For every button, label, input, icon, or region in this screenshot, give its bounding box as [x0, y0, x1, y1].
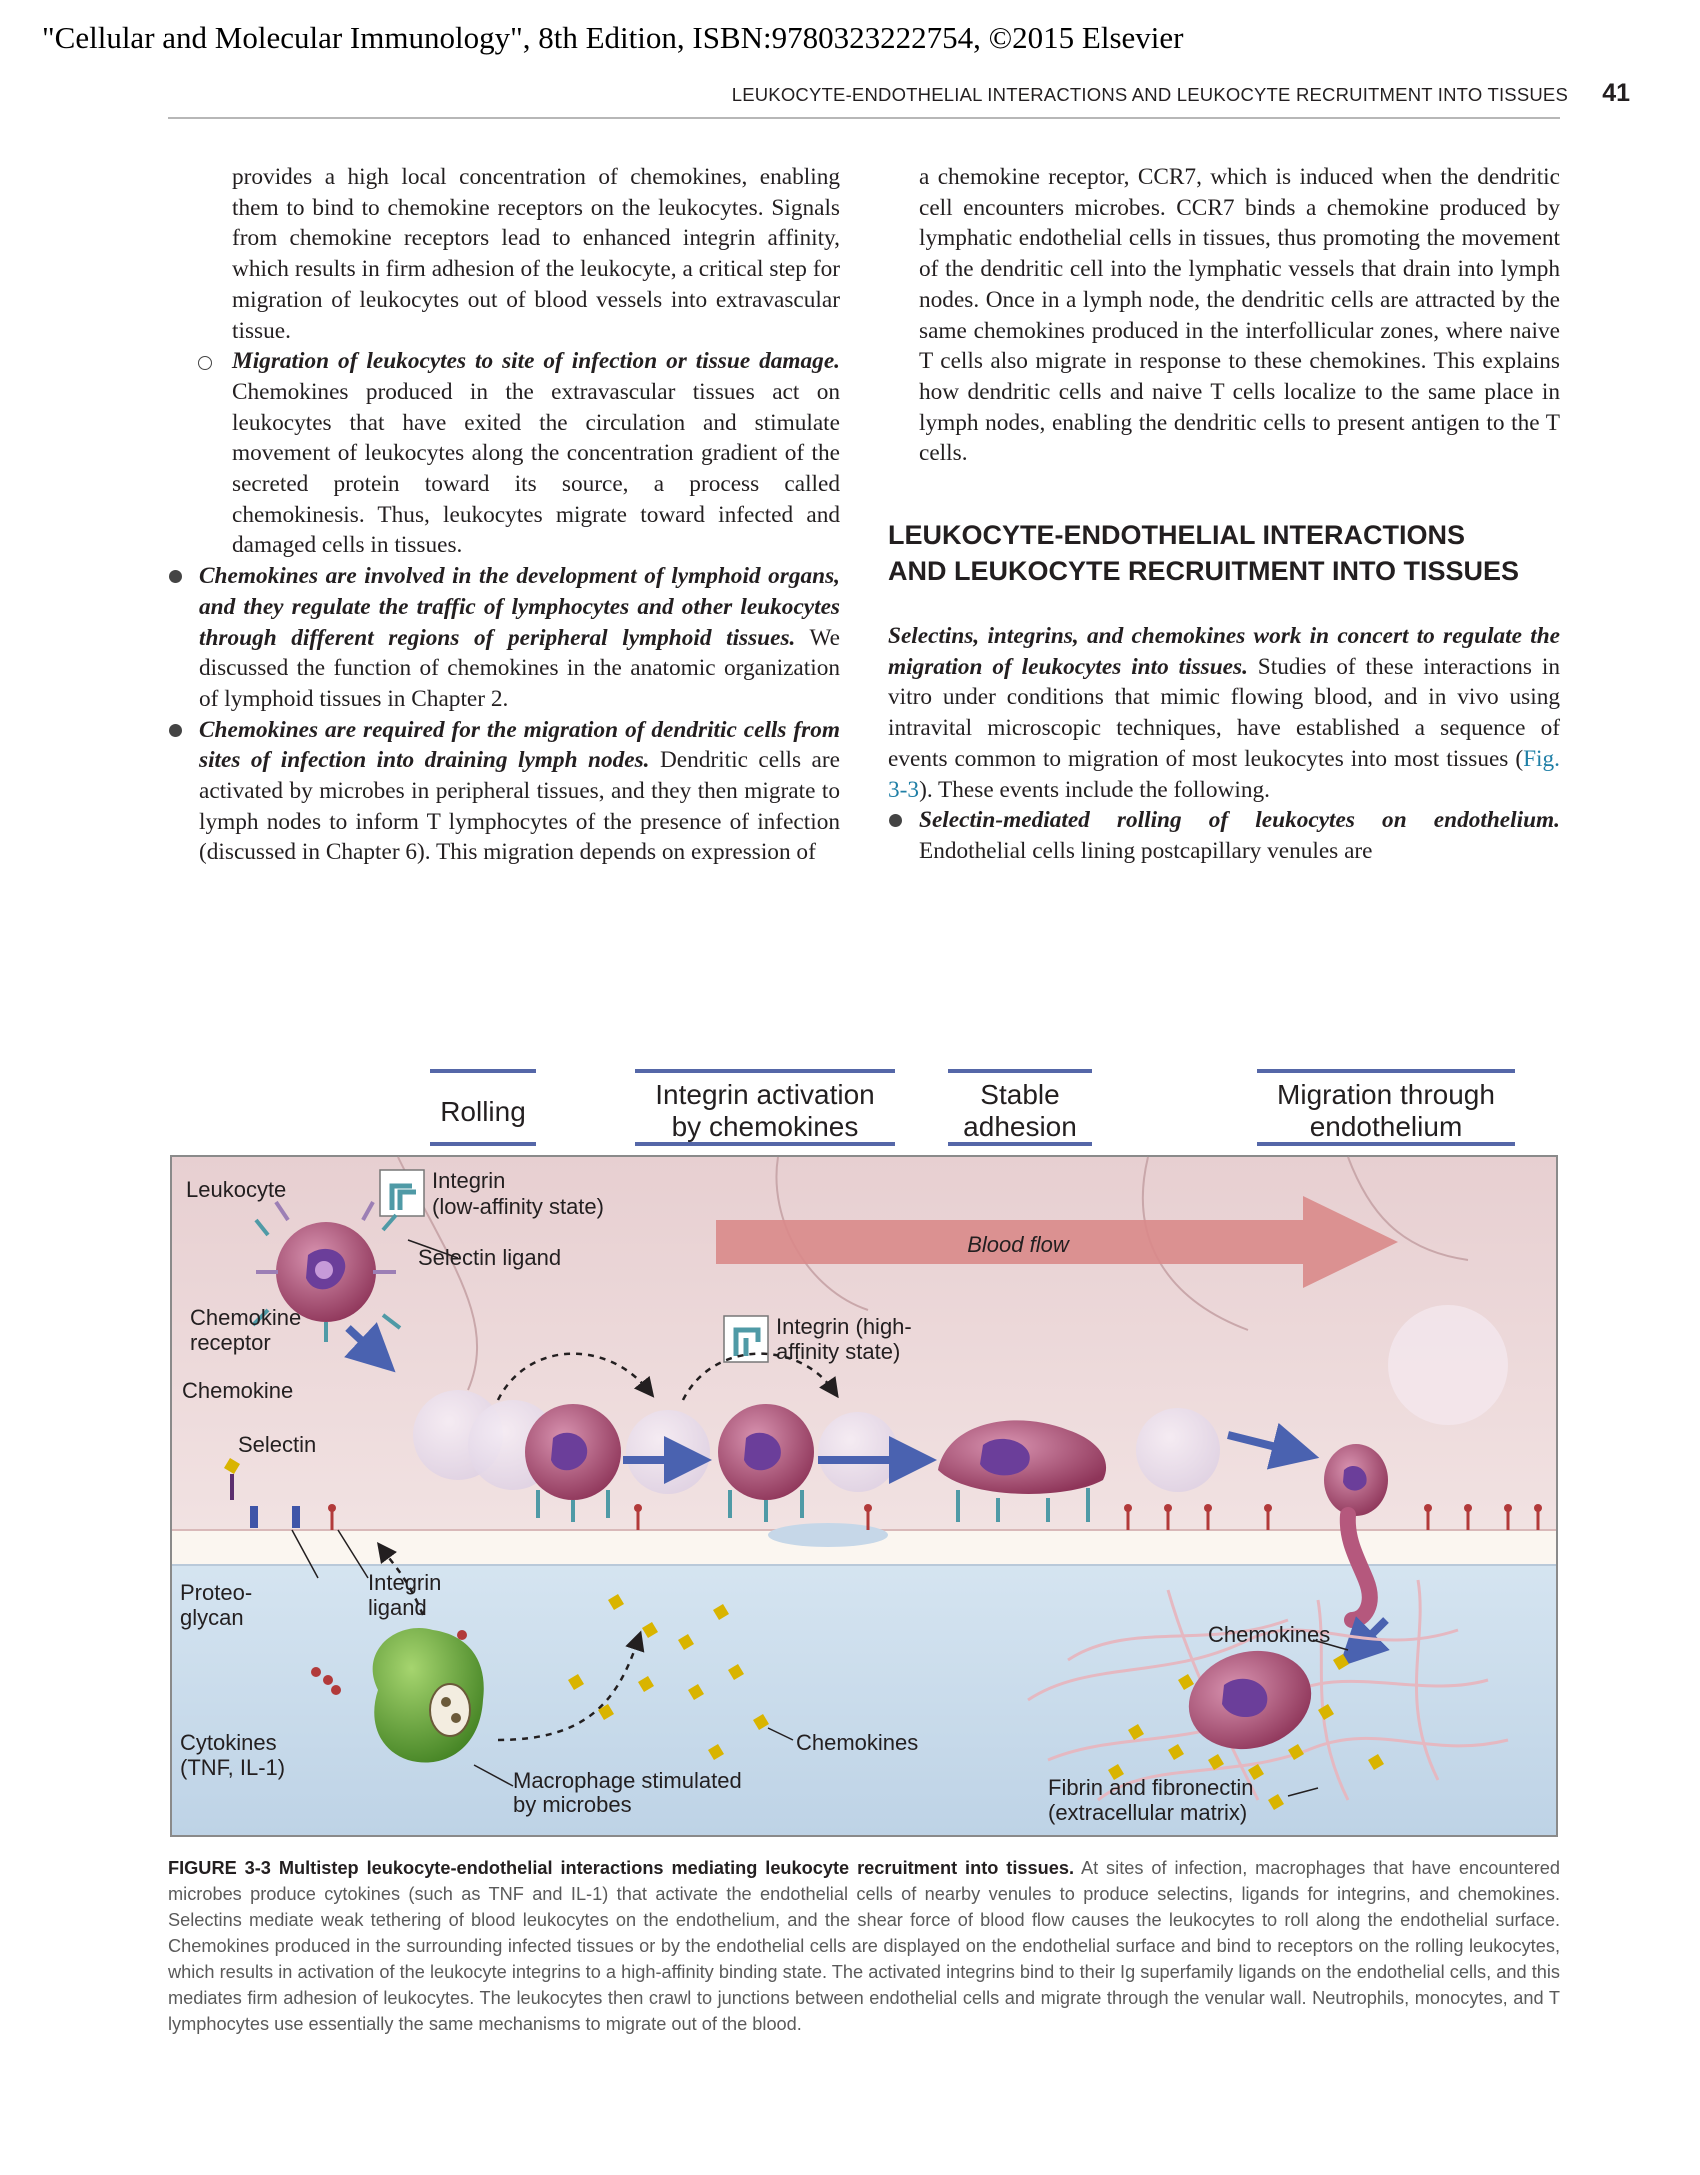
bullet-text: Dendritic cells are activated by microbes in peripheral tissues, and they then migrate to lymph nodes to inform T lymphocytes of the presence of infection (discussed in Chapter 6). This migration depends on expression of	[199, 747, 840, 866]
figure-3-3	[168, 1060, 1560, 1840]
section-heading-line: LEUKOCYTE-ENDOTHELIAL INTERACTIONS	[888, 520, 1466, 551]
label-integrin-ligand: Integrin	[368, 1570, 442, 1595]
label-integrin-low: (low-affinity state)	[432, 1194, 604, 1219]
faint-cell	[1388, 1305, 1508, 1425]
endothelial-nucleus	[768, 1523, 888, 1547]
label-selectin-ligand: Selectin ligand	[418, 1245, 562, 1270]
cytokine-mark	[323, 1675, 333, 1685]
stage-integrin-text: by chemokines	[671, 1111, 859, 1142]
sub-bullet-text: Chemokines produced in the extravascular tissues act on leukocytes that have exited the circulation and stimulate movement of leukocytes along the concentration gradient of the secreted protein toward its source, a process called chemokinesis. Thus, leukocytes migrate toward infected and damaged cells in tissues.	[232, 378, 840, 559]
figure-reference-link[interactable]: Fig. 3-3	[888, 745, 1560, 803]
right-column	[888, 162, 1560, 867]
bullet-dot-icon	[889, 814, 902, 827]
label-fibrin: (extracellular matrix)	[1048, 1800, 1248, 1825]
stage-label-stable-adhesion	[948, 1071, 1092, 1144]
section-heading-line: AND LEUKOCYTE RECRUITMENT INTO TISSUES	[888, 556, 1520, 587]
leukocyte-rolling	[525, 1404, 621, 1522]
sub-bullet-lead: Migration of leukocytes to site of infection or tissue damage.	[232, 348, 840, 375]
label-integrin-low: Integrin	[432, 1168, 506, 1193]
label-chemokines-matrix: Chemokines	[1208, 1622, 1331, 1647]
stage-migration-text: Migration through	[1277, 1079, 1495, 1110]
label-cytokines: (TNF, IL-1)	[180, 1755, 286, 1780]
leukocyte-ghost	[1136, 1408, 1220, 1492]
bullet-text: We discussed the function of chemokines in the anatomic organization of lymphoid tissues in Chapter 2.	[199, 624, 840, 712]
figure-illustration	[168, 1060, 1560, 1840]
label-proteoglycan: Proteo-	[180, 1580, 253, 1605]
intro-text: Studies of these interactions in vitro under conditions that mimic flowing blood, and in vivo using intravital microscopic techniques, have established a sequence of events common to migration of most leukocytes into most tissues (	[888, 653, 1560, 772]
stage-adhesion-text: Stable	[980, 1079, 1060, 1110]
macrophage	[373, 1628, 484, 1762]
blood-flow-label: Blood flow	[967, 1232, 1069, 1257]
caption-text: At sites of infection, macrophages that have encountered microbes produce cytokines (such as TNF and IL-1) that activate the endothelial cells of nearby venules to produce selectins, ligands for integrins, and chemokines. Selectins mediate weak tethering of blood leukocytes on the endothelium, and the shear force of blood flow causes the leukocytes to roll along the endothelial surface. Chemokines produced in the surrounding infected tissues or by the endothelial cells are displayed on the endothelial surface and bind to receptors on the rolling leukocytes, which results in activation of the leukocyte integrins to a high-affinity binding state. The activated integrins bind to their Ig superfamily ligands on the endothelial cells, and this mediates firm adhesion of leukocytes. The leukocytes then crawl to junctions between endothelial cells and migrate through the venular wall. Neutrophils, monocytes, and T lymphocytes use essentially the same mechanisms to migrate out of the blood.	[168, 1858, 1561, 2034]
source-citation: "Cellular and Molecular Immunology", 8th Edition, ISBN:9780323222754, ©2015 Elsevier	[42, 20, 1184, 55]
caption-label: FIGURE 3-3	[168, 1858, 271, 1878]
sub-bullet-item	[168, 346, 840, 561]
bullet-text: Endothelial cells lining postcapillary venules are	[919, 837, 1373, 864]
bullet-lead: Selectin-mediated rolling of leukocytes on endothelium.	[919, 807, 1560, 834]
label-integrin-high: affinity state)	[776, 1339, 901, 1364]
bullet-lead: Chemokines are required for the migration of dendritic cells from sites of infection into draining lymph nodes.	[199, 716, 840, 774]
label-macrophage: by microbes	[513, 1792, 632, 1817]
stage-label-integrin-activation	[635, 1071, 895, 1144]
paragraph-continued: provides a high local concentration of chemokines, enabling them to bind to chemokine receptors on the leukocytes. Signals from chemokine receptors lead to enhanced integrin affinity, which results in firm adhesion of the leukocyte, a critical step for migration of leukocytes out of blood vessels into extravascular tissue.	[232, 164, 840, 344]
bullet-dot-icon	[169, 724, 182, 737]
label-fibrin: Fibrin and fibronectin	[1048, 1775, 1254, 1800]
label-macrophage: Macrophage stimulated	[513, 1768, 742, 1793]
label-proteoglycan: glycan	[180, 1605, 244, 1630]
stage-migration-text: endothelium	[1309, 1111, 1463, 1142]
header-rule	[168, 117, 1560, 119]
caption-title: Multistep leukocyte-endothelial interactions mediating leukocyte recruitment into tissues.	[278, 1858, 1075, 1878]
intro-paragraph	[888, 621, 1560, 805]
label-cytokines: Cytokines	[180, 1730, 277, 1755]
label-selectin: Selectin	[238, 1432, 317, 1457]
bullet-dot-icon	[169, 570, 182, 583]
bullet-lead: Chemokines are involved in the development of lymphoid organs, and they regulate the traffic of lymphocytes and other leukocytes through different regions of peripheral lymphoid tissues.	[199, 563, 840, 651]
label-integrin-high: Integrin (high-	[776, 1314, 912, 1339]
label-chemokine-receptor: receptor	[190, 1330, 271, 1355]
page-number: 41	[1602, 79, 1630, 107]
leukocyte-ghost	[626, 1410, 710, 1494]
label-leukocyte: Leukocyte	[186, 1177, 287, 1202]
paragraph-continued: a chemokine receptor, CCR7, which is induced when the dendritic cell encounters microbes. CCR7 binds a chemokine produced by lymphatic endothelial cells in tissues, thus promoting the movement of the dendritic cell into the lymphatic vessels that drain into lymph nodes. Once in a lymph node, the dendritic cells are attracted by the same chemokines produced in the interfollicular zones, where naive T cells also migrate in response to these chemokines. This explains how dendritic cells and naive T cells localize to the same place in lymph nodes, enabling the dendritic cells to present antigen to the T cells.	[919, 164, 1560, 467]
label-chemokines-tissue: Chemokines	[796, 1730, 919, 1755]
intro-text: ). These events include the following.	[919, 776, 1270, 803]
running-head: LEUKOCYTE-ENDOTHELIAL INTERACTIONS AND LEUKOCYTE RECRUITMENT INTO TISSUES	[731, 84, 1568, 105]
figure-caption	[168, 1855, 1560, 2037]
circle-bullet-icon	[198, 356, 212, 370]
cytokine-mark	[331, 1685, 341, 1695]
stage-rolling-text: Rolling	[440, 1096, 526, 1127]
cytokine-mark	[311, 1667, 321, 1677]
stage-integrin-text: Integrin activation	[655, 1079, 875, 1110]
section-heading	[888, 517, 1560, 589]
bullet-item	[168, 715, 840, 869]
stage-label-rolling	[430, 1071, 536, 1144]
left-column	[168, 162, 840, 868]
stage-label-migration	[1257, 1071, 1515, 1144]
bullet-item	[888, 805, 1560, 866]
label-chemokine: Chemokine	[182, 1378, 294, 1403]
label-chemokine-receptor: Chemokine	[190, 1305, 302, 1330]
stage-adhesion-text: adhesion	[963, 1111, 1077, 1142]
leukocyte-ghost	[818, 1412, 898, 1492]
bullet-item	[168, 561, 840, 715]
intro-lead: Selectins, integrins, and chemokines work in concert to regulate the migration of leukocytes into tissues.	[888, 623, 1560, 680]
label-integrin-ligand: ligand	[368, 1595, 427, 1620]
